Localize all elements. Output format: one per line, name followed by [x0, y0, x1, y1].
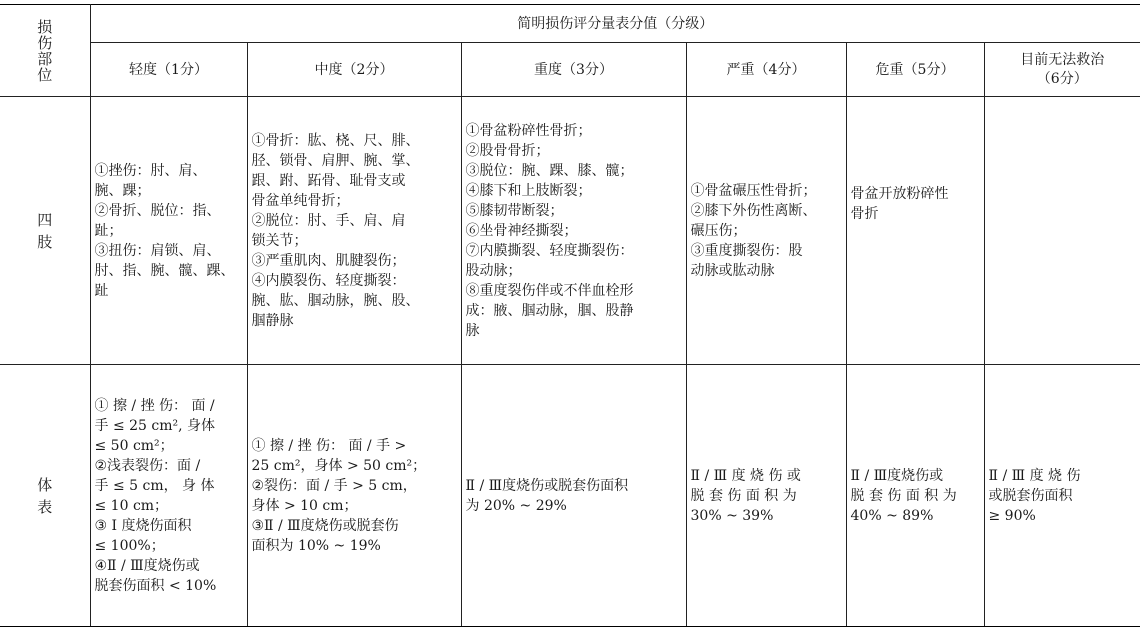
header-row-levels [0, 43, 1140, 97]
surface-level-2: ① 擦 / 挫 伤： 面 / 手 > 25 cm²，身体 > 50 cm²； ②裂伤：面 / 手 > 5 cm， 身体 > 10 cm； ③Ⅱ / Ⅲ度烧伤或脱套伤 面积为 10% ~ 19% [247, 365, 461, 627]
header-level-1: 轻度（1分） [90, 43, 247, 97]
limbs-level-5: 骨盆开放粉碎性 骨折 [846, 97, 984, 365]
limbs-level-1: ①挫伤：肘、肩、 腕、踝； ②骨折、脱位：指、 趾； ③扭伤：肩锁、肩、 肘、指、腕、髋、踝、 趾 [90, 97, 247, 365]
surface-level-4: Ⅱ / Ⅲ 度 烧 伤 或 脱 套 伤 面 积 为 30% ~ 39% [686, 365, 846, 627]
header-level-2: 中度（2分） [247, 43, 461, 97]
surface-level-3: Ⅱ / Ⅲ度烧伤或脱套伤面积 为 20% ~ 29% [461, 365, 686, 627]
header-level-4: 严重（4分） [686, 43, 846, 97]
limbs-level-6 [984, 97, 1140, 365]
surface-level-5: Ⅱ / Ⅲ度烧伤或 脱 套 伤 面 积 为 40% ~ 89% [846, 365, 984, 627]
header-level-6: 目前无法救治 （6分） [984, 43, 1140, 97]
limbs-level-2: ①骨折：肱、桡、尺、腓、 胫、锁骨、肩胛、腕、掌、 跟、跗、跖骨、耻骨支或 骨盆单纯骨折； ②脱位：肘、手、肩、肩 锁关节； ③严重肌肉、肌腱裂伤； ④内膜裂伤、轻度撕裂： 腕、肱、腘动脉，腕、股、 腘静脉 [247, 97, 461, 365]
surface-level-1: ① 擦 / 挫 伤： 面 / 手 ≤ 25 cm², 身体 ≤ 50 cm²； ②浅表裂伤：面 / 手 ≤ 5 cm， 身 体 ≤ 10 cm； ③ Ⅰ 度烧伤面积 ≤ 100%； ④Ⅱ / Ⅲ度烧伤或 脱套伤面积 < 10% [90, 365, 247, 627]
header-injury-site: 损 伤 部 位 [0, 5, 90, 97]
aisi-table-container [0, 4, 1140, 627]
table-row-body-surface [0, 365, 1140, 627]
region-limbs: 四 肢 [0, 97, 90, 365]
limbs-level-3: ①骨盆粉碎性骨折； ②股骨骨折； ③脱位：腕、踝、膝、髋； ④膝下和上肢断裂； ⑤膝韧带断裂； ⑥坐骨神经撕裂； ⑦内膜撕裂、轻度撕裂伤： 股动脉； ⑧重度裂伤伴或不伴血栓形 成：腋、腘动脉，腘、股静 脉 [461, 97, 686, 365]
limbs-level-4: ①骨盆碾压性骨折； ②膝下外伤性离断、 碾压伤； ③重度撕裂伤：股 动脉或肱动脉 [686, 97, 846, 365]
header-level-3: 重度（3分） [461, 43, 686, 97]
header-level-5: 危重（5分） [846, 43, 984, 97]
region-body-surface: 体 表 [0, 365, 90, 627]
header-score-group: 简明损伤评分量表分值（分级） [90, 5, 1140, 43]
surface-level-6: Ⅱ / Ⅲ 度 烧 伤 或脱套伤面积 ≥ 90% [984, 365, 1140, 627]
header-row-group [0, 5, 1140, 43]
injury-score-table [0, 4, 1140, 627]
table-row-limbs [0, 97, 1140, 365]
